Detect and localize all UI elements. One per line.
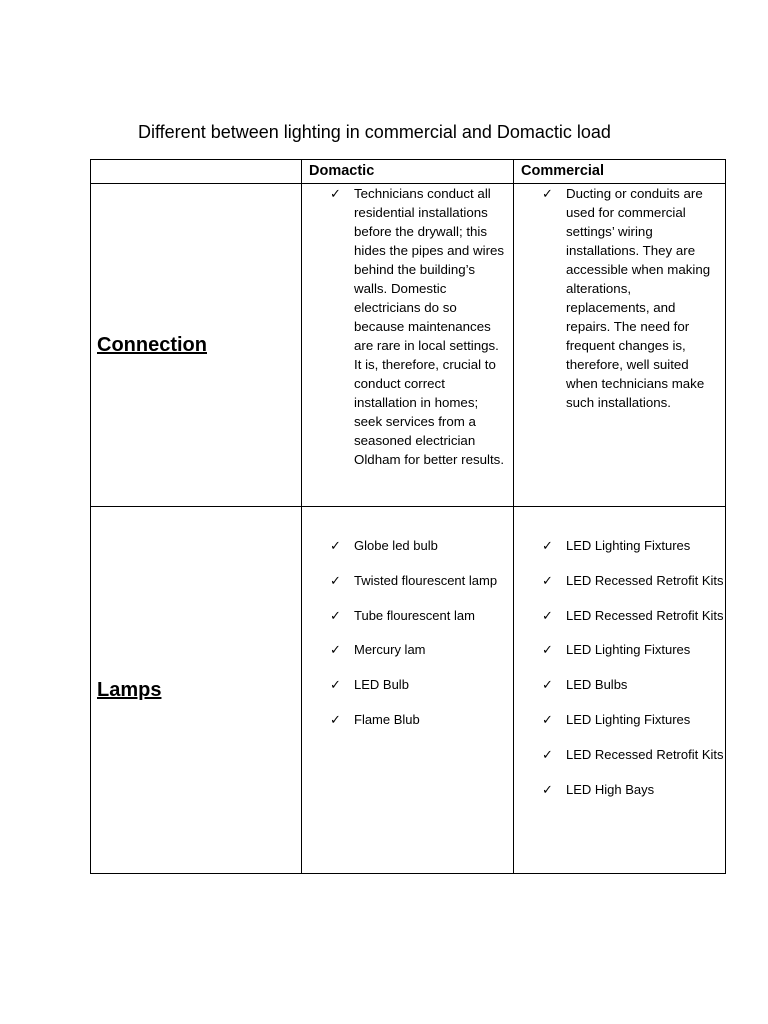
check-icon: ✓ <box>542 711 553 727</box>
header-row <box>91 160 726 184</box>
check-icon: ✓ <box>542 572 553 588</box>
connection-domactic-text: Technicians conduct all residential installations before the drywall; this hides the pipes and wires behind the building’s walls. Domestic electricians do so because maintenances are rare in local settings. It is, therefore, crucial to conduct correct installation in homes; seek services from a seasoned electrician Oldham for better results. <box>354 186 505 467</box>
check-icon: ✓ <box>330 572 341 588</box>
connection-label-cell <box>91 184 302 507</box>
check-icon: ✓ <box>330 711 341 727</box>
header-cell-commercial <box>514 160 726 184</box>
check-icon: ✓ <box>330 677 341 693</box>
list-item: ✓ LED High Bays <box>542 780 725 815</box>
check-icon: ✓ <box>542 746 553 762</box>
list-item: ✓ LED Lighting Fixtures <box>542 710 725 745</box>
connection-commercial-text: Ducting or conduits are used for commercial settings’ wiring installations. They are accessible when making alterations, replacements, and repairs. The need for frequent changes is, therefore, well suited when technicians make such installations. <box>566 186 711 410</box>
list-item: ✓ Tube flourescent lam <box>330 606 513 641</box>
list-item: ✓ LED Recessed Retrofit Kits <box>542 606 725 641</box>
check-icon: ✓ <box>330 538 341 553</box>
check-icon: ✓ <box>330 642 341 658</box>
list-item: ✓ LED Recessed Retrofit Kits <box>542 571 725 606</box>
commercial-lamp-list <box>514 507 725 814</box>
list-item: ✓ LED Lighting Fixtures <box>542 640 725 675</box>
list-item: ✓ LED Bulb <box>330 675 513 710</box>
list-item: ✓ Flame Blub <box>330 710 513 745</box>
lamps-domactic-cell <box>302 507 514 874</box>
list-item: ✓ LED Lighting Fixtures <box>542 536 725 571</box>
header-cell-domactic <box>302 160 514 184</box>
list-item: ✓ Mercury lam <box>330 640 513 675</box>
lamps-label-cell <box>91 507 302 874</box>
list-item: ✓ Twisted flourescent lamp <box>330 571 513 606</box>
list-item: ✓ LED Bulbs <box>542 675 725 710</box>
domactic-lamp-list <box>302 507 513 745</box>
document-title: Different between lighting in commercial and Domactic load <box>138 122 611 142</box>
check-icon: ✓ <box>542 781 553 797</box>
list-item: ✓ LED Recessed Retrofit Kits <box>542 745 725 780</box>
connection-row <box>91 184 726 507</box>
connection-domactic-cell <box>302 184 514 507</box>
check-icon: ✓ <box>330 607 341 623</box>
check-icon: ✓ <box>542 642 553 658</box>
header-cell-empty <box>91 160 302 184</box>
check-icon: ✓ <box>542 607 553 623</box>
check-icon: ✓ <box>542 677 553 693</box>
lamps-row <box>91 507 726 874</box>
lamps-label: Lamps <box>97 678 162 701</box>
check-icon: ✓ <box>542 186 553 201</box>
header-domactic: Domactic <box>309 163 375 179</box>
list-item: ✓ Globe led bulb <box>330 536 513 571</box>
lamps-commercial-cell <box>514 507 726 874</box>
check-icon: ✓ <box>542 538 553 553</box>
check-icon: ✓ <box>330 186 341 201</box>
connection-commercial-cell <box>514 184 726 507</box>
comparison-table <box>90 159 726 874</box>
header-commercial: Commercial <box>521 163 605 179</box>
connection-label: Connection <box>97 333 207 356</box>
